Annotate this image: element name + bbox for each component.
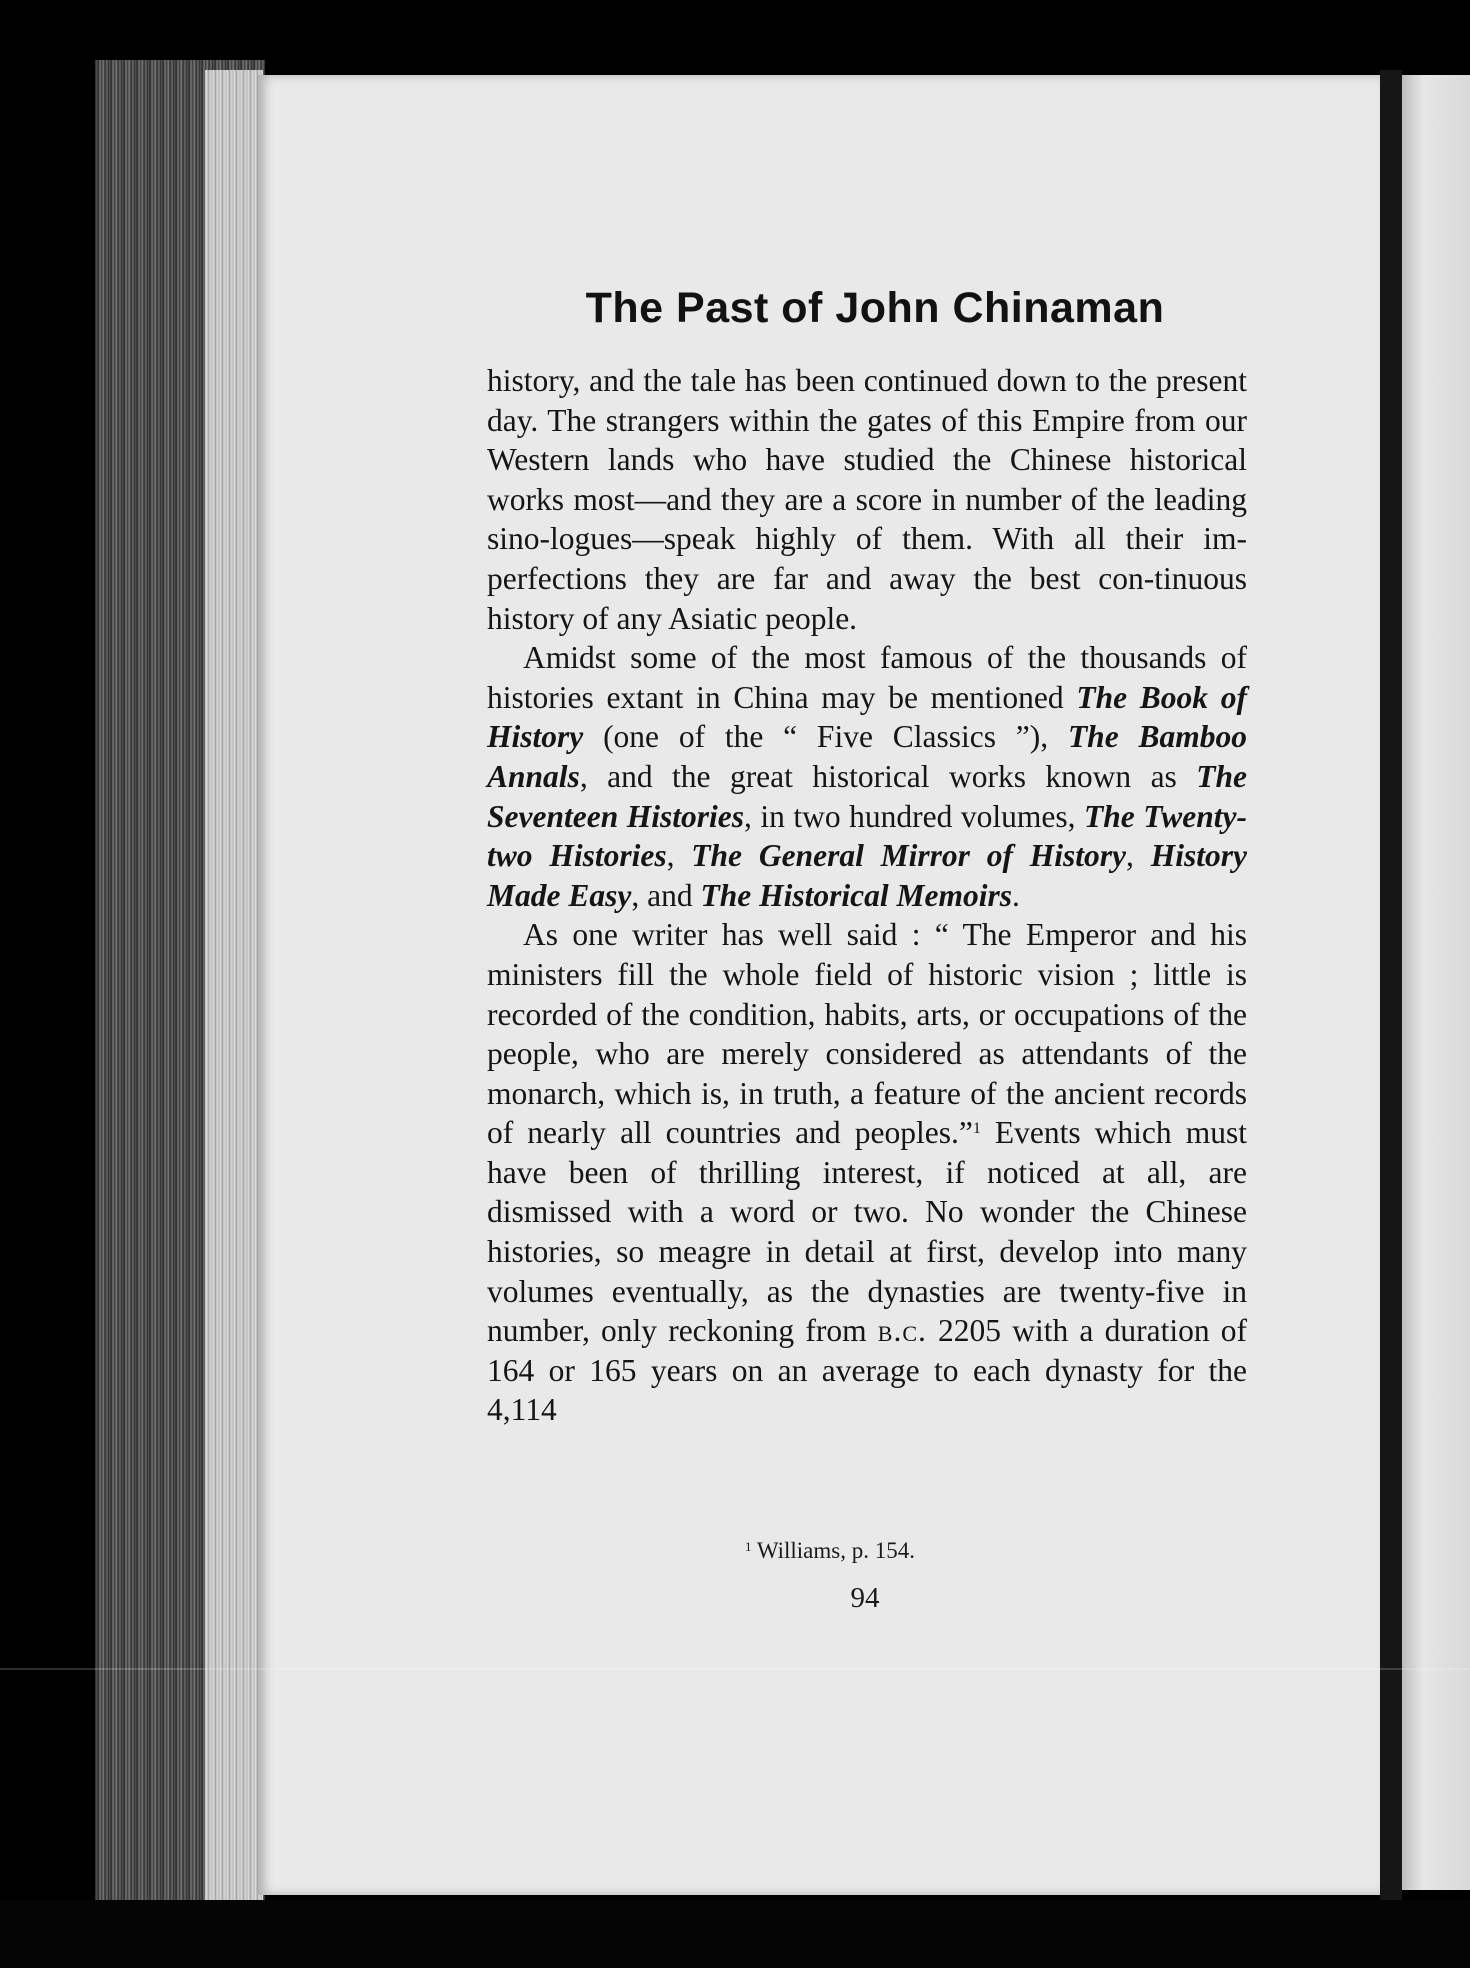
text-run: . [1012, 877, 1020, 913]
body-text [487, 361, 1247, 1430]
running-head: The Past of John Chinaman [585, 284, 1165, 332]
paragraph [487, 915, 1247, 1430]
paragraph [487, 361, 1247, 638]
italic-title: The General Mirror of History [691, 838, 1127, 874]
text-run: , [1126, 838, 1151, 874]
facing-page-edge [1402, 75, 1470, 1890]
text-run: , in two hundred volumes, [743, 798, 1084, 834]
footnote [745, 1538, 915, 1564]
text-run: , [666, 838, 692, 874]
italic-title: History Made Easy [487, 838, 1247, 913]
page-number: 94 [850, 1582, 880, 1614]
italic-title: The Bamboo Annals [487, 719, 1247, 794]
small-caps-text: b.c. [877, 1313, 927, 1349]
text-run: , and the great historical works known as [579, 758, 1197, 794]
book-page-edges-light [205, 70, 263, 1900]
text-run: 2205 with a duration of 164 or 165 years on an average to each dynasty for the 4,114 [487, 1313, 1247, 1428]
text-run: Events which must have been of thrilling interest, if noticed at all, are dismissed with a word or two. No wonder the Chinese histories, so meagre in detail at first, develop into many volumes eventually, as the dynasties are twenty-five in number, only reckoning from [487, 1115, 1247, 1349]
footnote-reference: 1 [972, 1120, 981, 1138]
book-gutter [1380, 70, 1402, 1900]
scanner-bottom-bar [0, 1900, 1470, 1968]
footnote-text: Williams, p. 154. [751, 1538, 915, 1563]
italic-title: The Seventeen Histories [487, 758, 1247, 834]
scan-artifact-line [0, 1668, 1470, 1670]
text-run: , and [631, 877, 701, 913]
italic-title: The Historical Memoirs [700, 877, 1012, 913]
footnote-marker: 1 [745, 1539, 752, 1554]
italic-title: The Twenty-two Histories [487, 798, 1247, 874]
text-run: (one of the “ Five Classics ”), [583, 719, 1068, 755]
text-run: history, and the tale has been continued down to the present day. The strangers within the gates of this Empire from our Western lands who have studied the Chinese historical works most—and they are a score in number of the leading sino-logues—speak highly of them. With all their im-perfections they are far and away the best con-tinuous history of any Asiatic people. [487, 363, 1247, 636]
text-run: Amidst some of the most famous of the thousands of histories extant in China may be mentioned [487, 640, 1247, 715]
italic-title: The Book of History [487, 679, 1247, 755]
paragraph [487, 638, 1247, 915]
text-run: As one writer has well said : “ The Emperor and his ministers fill the whole field of historic vision ; little is recorded of the condition, habits, arts, or occupations of the people, who are merely considered as attendants of the monarch, which is, in truth, a feature of the ancient records of nearly all countries and peoples.” [487, 917, 1247, 1151]
